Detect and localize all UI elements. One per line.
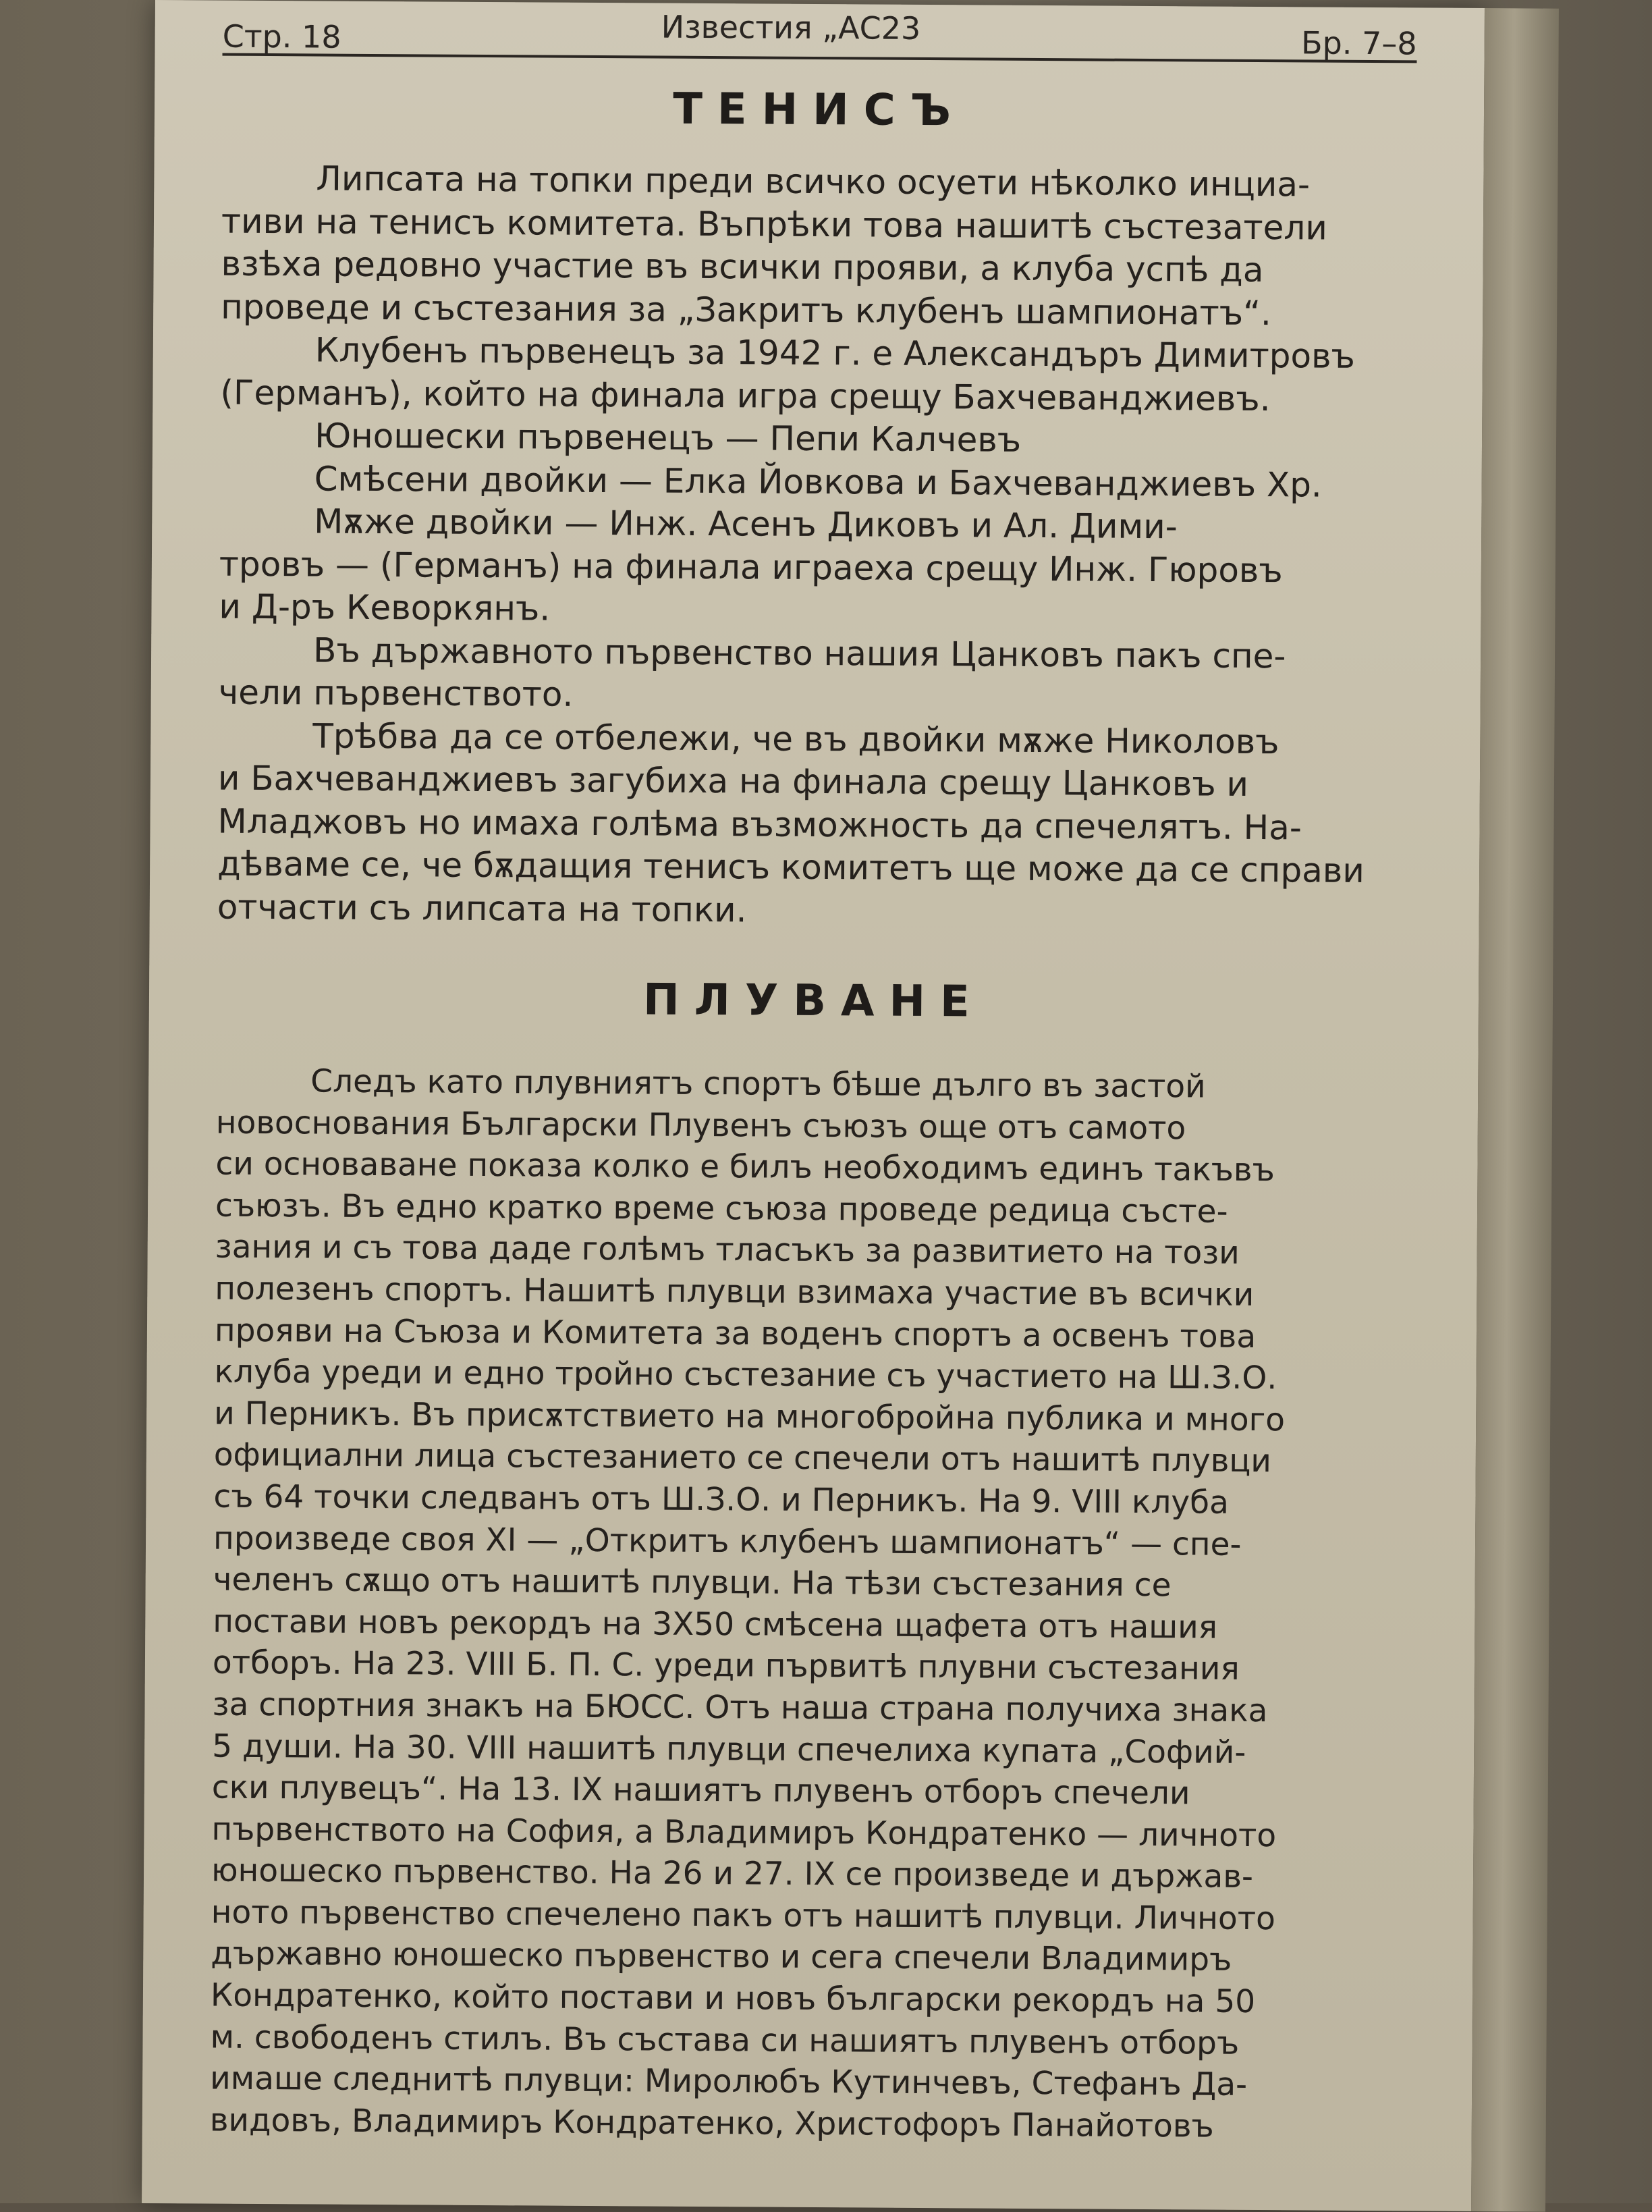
text-line: съ 64 точки следванъ отъ Ш.З.О. и Перникъ. На 9. VIII клуба — [213, 1478, 1230, 1521]
text-line: чели първенството. — [218, 672, 574, 714]
text-line: м. свободенъ стилъ. Въ състава си нашиятъ плувенъ отборъ — [210, 2018, 1240, 2062]
text-line: новоснования Български Плувенъ съюзъ още отъ самото — [215, 1104, 1186, 1147]
text-line: Липсата на топки преди всичко осуети нѣколко инциа- — [316, 159, 1311, 205]
publication-title: Известия „АС23 — [661, 8, 921, 47]
document-page — [142, 0, 1485, 2211]
text-line: Младжовъ но имаха голѣма възможность да спечелятъ. На- — [217, 801, 1302, 847]
text-line: официални лица състезанието се спечели отъ нашитѣ плувци — [213, 1436, 1272, 1480]
tennis-article — [217, 157, 1430, 936]
text-line: ното първенство спечелено пакъ отъ нашитѣ плувци. Личното — [211, 1893, 1275, 1938]
book-page-edge — [1471, 8, 1559, 2212]
section-heading-tennis: ТЕНИСЪ — [673, 84, 966, 136]
text-line: си основаване показа колко е билъ необходимъ единъ такъвъ — [215, 1145, 1275, 1189]
text-line: (Германъ), който на финала игра срещу Бахчеванджиевъ. — [220, 373, 1271, 419]
text-line: съюзъ. Въ едно кратко време съюза проведе редица състе- — [215, 1187, 1228, 1231]
text-line: 5 души. На 30. VIII нашитѣ плувци спечелиха купата „Софий- — [212, 1727, 1246, 1771]
text-line: Кондратенко, който постави и новъ български рекордъ на 50 — [210, 1976, 1256, 2021]
text-line: прояви на Съюза и Комитета за воденъ спортъ а освенъ това — [214, 1312, 1257, 1355]
text-line: взѣха редовно участие въ всички прояви, а клуба успѣ да — [221, 244, 1264, 290]
text-line: зания и съ това даде голѣмъ тласъкъ за развитието на този — [215, 1228, 1240, 1272]
text-line: отчасти съ липсата на топки. — [217, 887, 747, 929]
text-line: Трѣбва да се отбележи, че въ двойки мѫже Николовъ — [312, 716, 1279, 761]
text-line: имаше следнитѣ плувци: Миролюбъ Кутинчевъ, Стефанъ Да- — [210, 2059, 1248, 2104]
text-line: отборъ. На 23. VIII Б. П. С. уреди първитѣ плувни състезания — [212, 1644, 1240, 1688]
text-line: клуба уреди и едно тройно състезание съ участието на Ш.З.О. — [214, 1353, 1277, 1397]
text-line: Юношески първенецъ — Пепи Калчевъ — [314, 416, 1022, 460]
text-line: полезенъ спортъ. Нашитѣ плувци взимаха участие въ всички — [215, 1270, 1255, 1314]
text-line: видовъ, Владимиръ Кондратенко, Христофоръ Панайотовъ — [209, 2101, 1214, 2145]
page-header — [222, 8, 1417, 63]
text-line: и Перникъ. Въ присѫтствието на многобройна публика и много — [214, 1395, 1286, 1439]
text-line: и Бахчеванджиевъ загубиха на финала срещу Цанковъ и — [217, 758, 1249, 804]
text-line: тровъ — (Германъ) на финала играеха срещу Инж. Гюровъ — [219, 544, 1283, 590]
text-line: дѣваме се, че бѫдащия тенисъ комитетъ ще може да се справи — [217, 844, 1365, 890]
text-line: първенството на София, а Владимиръ Кондратенко — личното — [211, 1810, 1277, 1854]
text-line: Следъ като плувниятъ спортъ бѣше дълго въ застой — [310, 1062, 1206, 1106]
text-line: ски плувецъ“. На 13. IX нашиятъ плувенъ отборъ спечели — [211, 1769, 1190, 1812]
text-line: за спортния знакъ на БЮСС. Отъ наша страна получиха знака — [212, 1685, 1268, 1730]
section-heading-swimming: ПЛУВАНЕ — [642, 975, 985, 1027]
swimming-article — [210, 1060, 1425, 2149]
text-line: произведе своя XI — „Откритъ клубенъ шампионатъ“ — спе- — [213, 1519, 1242, 1563]
page-number: Стр. 18 — [222, 18, 341, 55]
text-line: челенъ сѫщо отъ нашитѣ плувци. На тѣзи състезания се — [213, 1561, 1172, 1604]
text-line: Мѫже двойки — Инж. Асенъ Диковъ и Ал. Дими- — [314, 502, 1178, 547]
text-line: и Д-ръ Кеворкянъ. — [219, 587, 551, 628]
issue-number: Бр. 7–8 — [1300, 24, 1417, 62]
text-line: проведе и състезания за „Закритъ клубенъ шампионатъ“. — [221, 287, 1272, 333]
text-line: държавно юношеско първенство и сега спечели Владимиръ — [211, 1935, 1232, 1979]
text-line: тиви на тенисъ комитета. Въпрѣки това нашитѣ състезатели — [221, 201, 1327, 248]
text-line: Въ държавното първенство нашия Цанковъ пакъ спе- — [312, 630, 1286, 676]
text-line: Клубенъ първенецъ за 1942 г. е Александъръ Димитровъ — [314, 330, 1356, 376]
text-line: юношеско първенство. На 26 и 27. IX се произведе и държав- — [211, 1852, 1254, 1896]
text-line: Смѣсени двойки — Елка Йовкова и Бахчеванджиевъ Хр. — [314, 458, 1322, 505]
text-line: постави новъ рекордъ на 3Х50 смѣсена щафета отъ нашия — [213, 1602, 1218, 1646]
